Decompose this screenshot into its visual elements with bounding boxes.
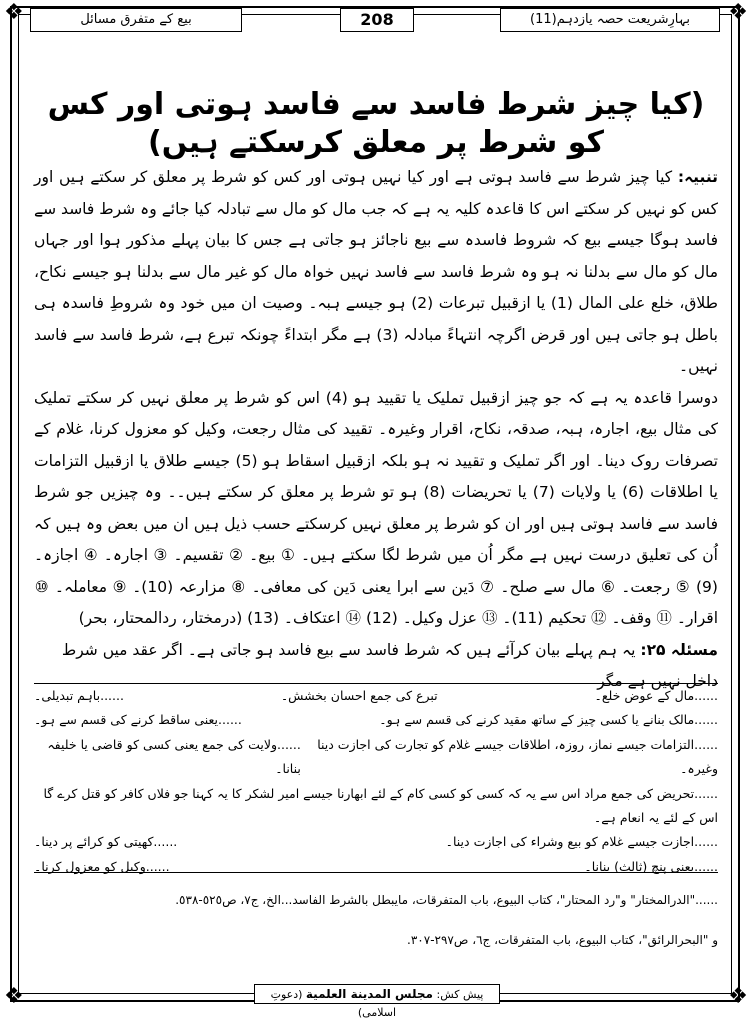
footnote-row: [34, 684, 718, 708]
footnotes: [34, 684, 718, 879]
footnote-row: [34, 830, 718, 854]
header-chapter: بیع کے متفرق مسائل: [30, 8, 242, 32]
corner-ornament-icon: ❖: [4, 0, 24, 25]
footnote-item: ......التزامات جیسے نماز، روزہ، اطلاقات جیسے غلام کو تجارت کی اجازت دینا وغیرہ۔: [317, 736, 718, 777]
corner-ornament-icon: ❖: [728, 0, 748, 25]
paragraph-2: دوسرا قاعدہ یہ ہے کہ جو چیز ازقبیل تملیک یا تقیید ہو (4) اس کو شرط پر معلق نہیں کر سکتے تملیک کی مثال بیع، اجارہ، ہبہ، صدقہ، نکاح، اقرار وغیرہ۔ تقیید کی مثال رجعت، وکیل کو معزول کرنا، غلام کے تصرفات روک دینا۔ اور اگر تملیک و تقیید نہ ہو بلکہ ازقبیل اسقاط ہو (5) جیسے طلاق یا ازقبیل التزامات یا اطلاقات (6) یا ولایات (7) یا تحریضات (8) ہو تو شرط پر معلق کر سکتے ہیں۔۔ وہ چیزیں جو شرط فاسد سے فاسد ہوتی ہیں اور ان کو شرط پر معلق نہیں کرسکتے حسب ذیل ہیں ان میں بعض وہ ہیں کہ اُن کی تعلیق درست نہیں ہے مگر اُن میں شرط لگا سکتے ہیں۔ ① بیع۔ ② تقسیم۔ ③ اجارہ۔ ④ اجازہ۔ (9) ⑤ رجعت۔ ⑥ مال سے صلح۔ ⑦ دَین سے ابرا یعنی دَین کی معافی۔ ⑧ مزارعہ (10)۔ ⑨ معاملہ۔ ⑩ اقرار۔ ⑪ وقف۔ ⑫ تحکیم (11)۔ ⑬ عزل وکیل۔ (12) ⑭ اعتکاف۔ (13) (درمختار، ردالمحتار، بحر): [34, 388, 718, 627]
footnote-row: [34, 855, 718, 879]
paragraph-1-text: کیا چیز شرط سے فاسد ہوتی ہے اور کیا نہیں ہوتی اور کس کو شرط پر معلق کر سکتے ہیں اور کس کو نہیں کر سکتے اس کا قاعدہ کلیہ یہ ہے کہ جب مال کو مال سے تبادلہ کیا جائے وہ شرط فاسد سے فاسد ہوگا جیسے بیع کہ شروط فاسدہ سے بیع ناجائز ہو جاتی ہے جس کا بیان پہلے مذکور ہوا اور جہاں مال کو مال سے بدلنا نہ ہو وہ شرط فاسد سے فاسد نہیں خواہ مال کو غیر مال سے بدلنا ہو جیسے نکاح، طلاق، خلع علی المال (1) یا ازقبیل تبرعات (2) ہو جیسے ہبہ۔ وصیت ان میں خود وہ شروطِ فاسدہ ہی باطل ہو جاتی ہیں اور قرض اگرچہ انتہاءً مبادلہ (3) ہے مگر ابتداءً چونکہ تبرع ہے، شرط فاسد سے فاسد نہیں۔: [34, 168, 718, 375]
footnote-row: [34, 782, 718, 831]
footnote-item: ......ولایت کی جمع یعنی کسی کو قاضی یا خلیفہ بنانا۔: [47, 736, 301, 777]
footnote-item: تبرع کی جمع احسان بخشش۔: [280, 688, 438, 703]
footnote-item: ......تحریض کی جمع مراد اس سے یہ کہ کسی کو کسی کام کے لئے ابھارنا جیسے امیر لشکر کا یہ کہنا جو فلاں کافر کو قتل کرے گا اس کے لئے یہ انعام ہے۔: [43, 785, 718, 826]
footnote-row: [34, 708, 718, 732]
header-book-part: بہارِشریعت حصہ یازدہم(11): [500, 8, 720, 32]
paragraph-1: [34, 162, 718, 383]
footnote-item: ......یعنی پنچ (ثالث) بنانا۔: [584, 858, 718, 874]
corner-ornament-icon: ❖: [728, 984, 748, 1009]
footnote-item: ......مالک بنانے یا کسی چیز کے ساتھ مقید کرنے کی قسم سے ہو۔: [379, 712, 718, 728]
corner-ornament-icon: ❖: [4, 984, 24, 1009]
tanbih-label: تنبیہ:: [677, 168, 718, 186]
footer-publisher: مجلس المدينة العلمية: [305, 987, 433, 1001]
reference-divider: [34, 872, 718, 873]
footnote-row: [34, 733, 718, 782]
footnote-item: ......وکیل کو معزول کرنا۔: [34, 858, 170, 874]
publisher-footer: [254, 984, 500, 1019]
references: [34, 880, 718, 960]
reference-line: و "البحرالرائق"، كتاب البيوع، باب المتفرقات، ج٦، ص٢٩٧-٣٠٧.: [407, 933, 718, 947]
masala-text: یہ ہم پہلے بیان کرآئے ہیں کہ شرط فاسد سے بیع فاسد ہو جاتی ہے۔ اگر عقد میں شرط داخل نہیں ہے مگر: [61, 640, 718, 690]
footer-suffix: (دعوتِ اسلامی): [270, 988, 397, 1019]
footnote-item: ......کھیتی کو کرائے پر دینا۔: [34, 834, 178, 850]
footnote-item: ......یعنی ساقط کرنے کی قسم سے ہو۔: [34, 712, 242, 728]
footnote-item: ......مال کے عوض خلع۔: [594, 688, 718, 703]
reference-line: ......"الدرالمختار" و"رد المحتار"، كتاب البيوع، باب المتفرقات، مايبطل بالشرط الفاسد...الخ، ج٧، ص٥٢٥-٥٣٨.: [175, 893, 718, 907]
section-title: (کیا چیز شرط فاسد سے فاسد ہوتی اور کس کو شرط پر معلق کرسکتے ہیں): [47, 87, 705, 160]
masala-label: مسئلہ ۲۵:: [640, 640, 718, 659]
page-number: 208: [340, 8, 414, 32]
footer-prefix: پیش کش:: [436, 988, 484, 1001]
footnote-item: ......باہم تبدیلی۔: [34, 688, 124, 703]
footnote-item: ......اجازت جیسے غلام کو بیع وشراء کی اجازت دینا۔: [445, 834, 718, 850]
main-text: [34, 86, 718, 697]
